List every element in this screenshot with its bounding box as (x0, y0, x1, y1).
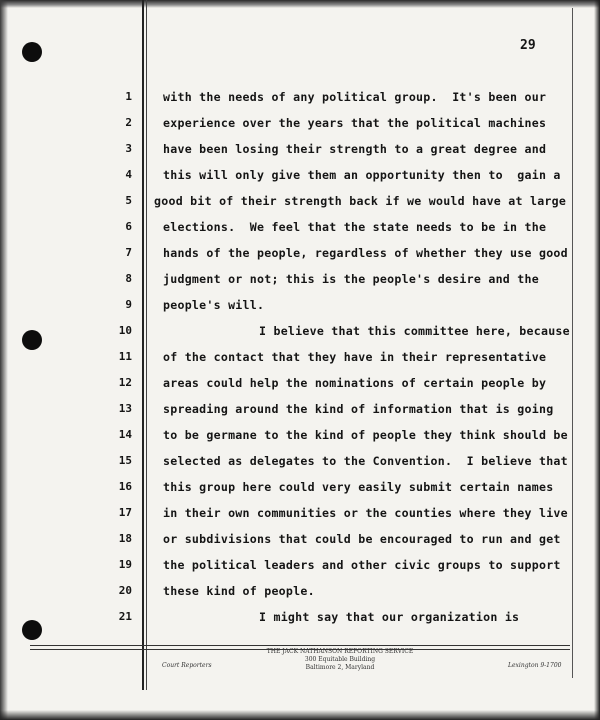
line-number: 13 (118, 402, 132, 415)
line-number: 3 (125, 142, 132, 155)
transcript-line: this group here could very easily submit certain names (163, 480, 554, 494)
page-number: 29 (520, 38, 536, 53)
transcript-line: experience over the years that the political machines (163, 116, 547, 130)
footer-right-label: Lexington 9-1700 (508, 662, 562, 669)
transcript-line: hands of the people, regardless of whether they use good (163, 246, 568, 260)
left-margin-rule-inner (146, 0, 147, 690)
line-number: 1 (125, 90, 132, 103)
line-number: 19 (118, 558, 132, 571)
transcript-line: this will only give them an opportunity then to gain a (163, 168, 561, 182)
binder-hole-bottom (22, 620, 42, 640)
line-number: 2 (125, 116, 132, 129)
line-number: 12 (118, 376, 132, 389)
binder-hole-top (22, 42, 42, 62)
line-number: 11 (118, 350, 132, 363)
footer-address-line1: 300 Equitable Building (304, 656, 376, 663)
line-number: 7 (125, 246, 132, 259)
line-number: 6 (125, 220, 132, 233)
transcript-line: with the needs of any political group. It's been our (163, 90, 547, 104)
transcript-line: judgment or not; this is the people's desire and the (163, 272, 539, 286)
footer-company: THE JACK NATHANSON REPORTING SERVICE (266, 648, 414, 655)
footer-rule-top (30, 645, 570, 646)
footer-left-label: Court Reporters (162, 662, 212, 669)
scan-edge-bottom (0, 710, 600, 720)
line-number: 5 (125, 194, 132, 207)
transcript-line: of the contact that they have in their representative (163, 350, 547, 364)
footer-address-line2: Baltimore 2, Maryland (305, 664, 375, 671)
transcript-line: these kind of people. (163, 584, 315, 598)
transcript-line: people's will. (163, 298, 265, 312)
transcript-line: to be germane to the kind of people they think should be (163, 428, 568, 442)
line-number: 21 (118, 610, 132, 623)
transcript-line: have been losing their strength to a great degree and (163, 142, 547, 156)
transcript-line: I might say that our organization is (259, 610, 520, 624)
scan-edge-left (0, 0, 8, 720)
transcript-line: selected as delegates to the Convention. I believe that (163, 454, 568, 468)
transcript-line: elections. We feel that the state needs to be in the (163, 220, 547, 234)
transcript-line: the political leaders and other civic groups to support (163, 558, 561, 572)
line-number: 8 (125, 272, 132, 285)
line-number: 17 (118, 506, 132, 519)
line-number: 16 (118, 480, 132, 493)
transcript-line: areas could help the nominations of certain people by (163, 376, 547, 390)
binder-hole-middle (22, 330, 42, 350)
line-number: 4 (125, 168, 132, 181)
line-number: 18 (118, 532, 132, 545)
scan-edge-right (594, 0, 600, 720)
transcript-line: in their own communities or the counties where they live (163, 506, 568, 520)
line-number: 9 (125, 298, 132, 311)
transcript-line: good bit of their strength back if we would have at large (154, 194, 567, 208)
line-number: 10 (118, 324, 132, 337)
line-number: 14 (118, 428, 132, 441)
transcript-line: I believe that this committee here, because (259, 324, 570, 338)
transcript-line: spreading around the kind of information that is going (163, 402, 554, 416)
transcript-line: or subdivisions that could be encouraged to run and get (163, 532, 561, 546)
line-number: 20 (118, 584, 132, 597)
left-margin-rule (142, 0, 144, 690)
scan-edge-top (0, 0, 600, 8)
right-margin-rule (572, 8, 573, 678)
line-number: 15 (118, 454, 132, 467)
